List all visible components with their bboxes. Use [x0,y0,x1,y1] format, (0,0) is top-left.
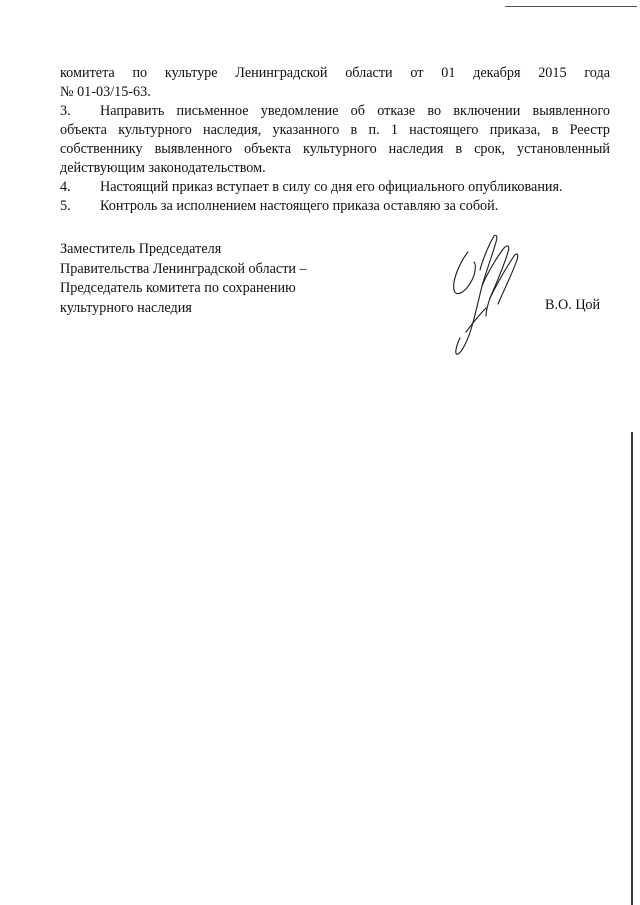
item-number: 3. [60,103,71,119]
item-number: 5. [60,198,71,214]
text-line: действующим законодательством. [60,160,266,176]
text-line: объекта культурного наследия, указанного в п. 1 настоящего приказа, в Реестр [60,122,610,138]
signatory-name: В.О. Цой [545,297,601,313]
item-number: 4. [60,179,71,195]
title-line: Правительства Ленинградской области – [60,260,307,277]
scan-edge-right [631,432,633,905]
text-line: Направить письменное уведомление об отказе во включении выявленного [100,103,610,119]
paragraph-continuation [60,64,610,102]
handwritten-signature [446,232,526,357]
list-item-3 [60,102,610,178]
scan-edge-top [505,6,637,7]
list-item-5 [60,197,610,216]
text-line: № 01-03/15-63. [60,84,151,100]
text-line: Настоящий приказ вступает в силу со дня его официального опубликования. [100,179,563,195]
text-line: собственнику выявленного объекта культурного наследия в срок, установленный [60,141,610,157]
title-line: Заместитель Председателя [60,241,222,257]
signatory-title [60,240,307,318]
title-line: культурного наследия [60,299,192,316]
text-line: комитета по культуре Ленинградской области от 01 декабря 2015 года [60,65,610,81]
list-item-4 [60,178,610,197]
title-line: Председатель комитета по сохранению [60,280,296,296]
text-line: Контроль за исполнением настоящего приказа оставляю за собой. [100,198,499,214]
document-body [60,64,610,216]
